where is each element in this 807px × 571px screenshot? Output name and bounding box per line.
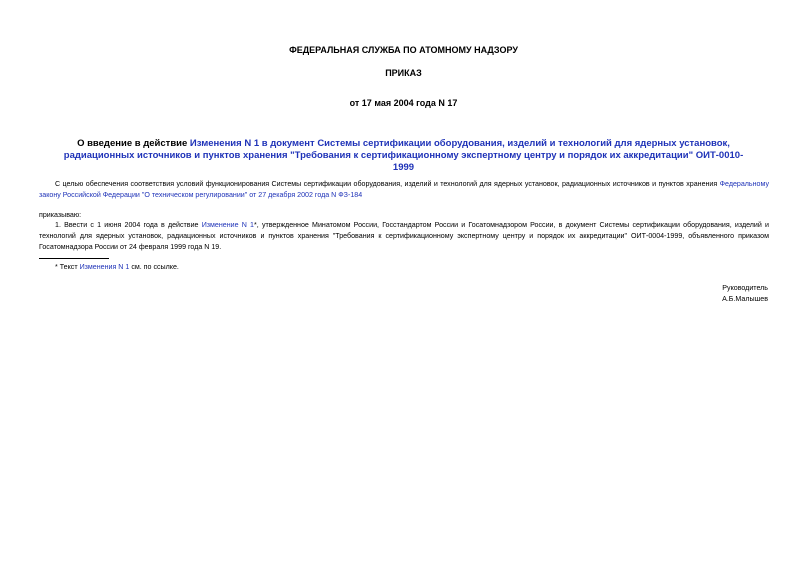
footnote-change-link[interactable]: Изменения N 1: [79, 263, 130, 271]
item-1-before: 1. Ввести с 1 июня 2004 года в действие: [55, 221, 202, 229]
preamble-paragraph: [39, 179, 769, 201]
footnote-before: * Текст: [55, 263, 80, 271]
signature-name: А.Б.Малышев: [722, 295, 768, 303]
item-1-paragraph: [39, 220, 769, 253]
document-kind: ПРИКАЗ: [385, 68, 422, 78]
order-word: приказываю:: [39, 211, 82, 219]
title-prefix: О введение в действие: [77, 138, 190, 149]
preamble-text: С целью обеспечения соответствия условий функционирования Системы сертификации оборудования, изделий и технологий для ядерных установок, радиационных источников и пунктов хранения: [55, 180, 720, 188]
footnote: [55, 262, 179, 273]
footnote-divider: [39, 258, 109, 259]
change-1-link[interactable]: Изменение N 1: [201, 221, 255, 229]
federal-law-link[interactable]: Федеральному закону Российской Федерации "О техническом регулировании" от 27 декабря 2002 года N ФЗ-184: [39, 180, 769, 199]
document-title: [60, 138, 747, 174]
title-link[interactable]: Изменения N 1 в документ Системы сертификации оборудования, изделий и технологий для ядерных установок, радиационных источников и пунктов хранения "Требования к сертификационному экспертному центру и порядок их аккредитации" ОИТ-0010-1999: [63, 138, 744, 173]
item-1-after: *, утвержденное Минатомом России, Госстандартом России и Госатомнадзором России, в документ Системы сертификации оборудования, изделий и технологий для ядерных установок, радиационных источников и пунктов хранения "Требования к сертификационному экспертному центру и порядок их аккредитации" ОИТ-0004-1999, объявленного приказом Госатомнадзора России от 24 февраля 1999 года N 19.: [39, 221, 770, 251]
signature-role: Руководитель: [722, 284, 768, 292]
document-date-number: от 17 мая 2004 года N 17: [349, 98, 458, 108]
footnote-after: см. по ссылке.: [129, 263, 179, 271]
organization-name: ФЕДЕРАЛЬНАЯ СЛУЖБА ПО АТОМНОМУ НАДЗОРУ: [289, 45, 518, 55]
